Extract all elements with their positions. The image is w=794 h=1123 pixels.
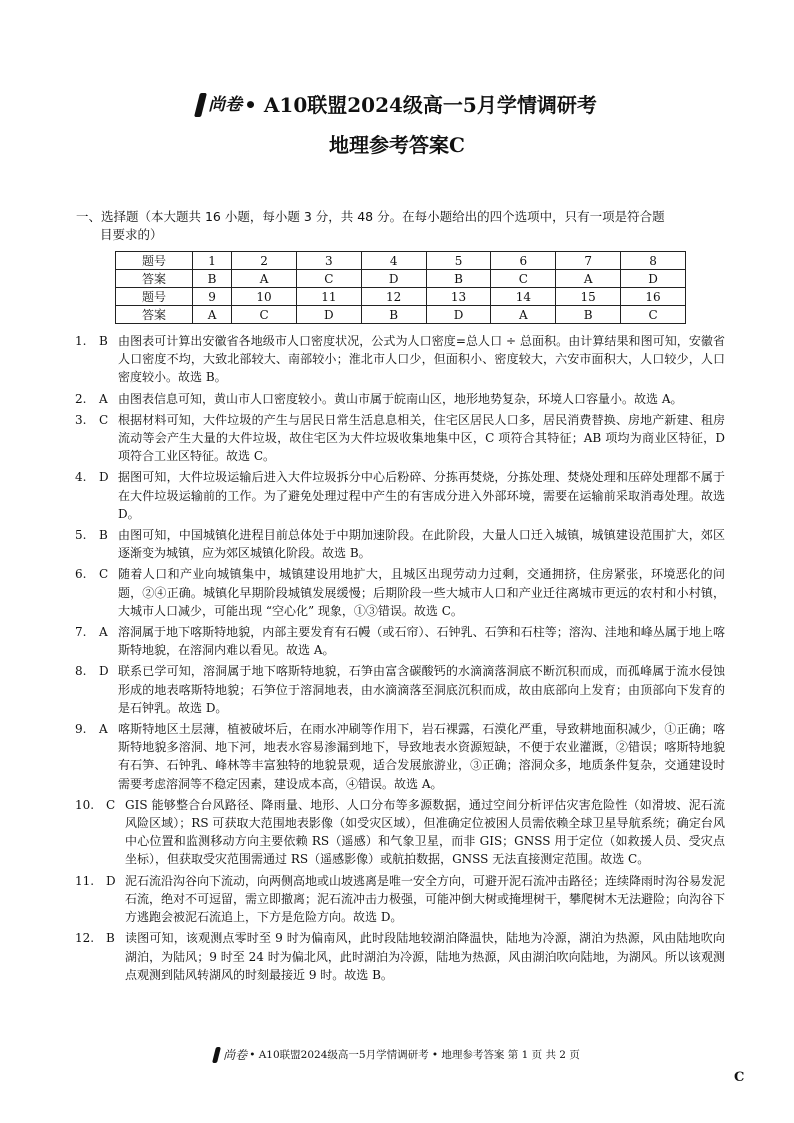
answer-table-cell: 14 [491,288,556,306]
page-footer [0,1046,794,1063]
exam-title-text: • A10联盟2024级高一5月学情调研考 [244,93,597,117]
exam-title [0,90,794,120]
answer-table-cell: B [556,306,621,324]
answer-table-cell: A [232,270,297,288]
footer-logo-mark [212,1047,221,1063]
answer-table-cell: 16 [621,288,686,306]
question-number: 8. [75,664,87,679]
explanation-item [75,872,725,927]
explanation-text: 由图可知，中国城镇化进程目前总体处于中期加速阶段。在此阶段，大量人口迁入城镇，城镇建设范围扩大，郊区逐渐变为城镇，应为郊区城镇化阶段。故选 B。 [118,528,725,561]
question-answer: A [99,625,108,640]
explanation-item [75,332,725,387]
answer-table-cell: B [426,270,491,288]
explanation-item [75,662,725,717]
question-number: 11. [75,873,95,888]
explanation-item [75,623,725,659]
question-number: 12. [75,931,95,946]
question-answer: A [99,391,108,406]
explanation-item [75,468,725,523]
answer-table-cell: 10 [232,288,297,306]
question-answer: C [99,412,109,427]
section-heading-line2: 目要求的） [100,227,163,242]
answer-table-cell: A [556,270,621,288]
answer-table-cell: D [296,306,361,324]
answer-table-cell: 8 [621,252,686,270]
question-number: 6. [75,567,87,582]
question-number: 9. [75,722,87,737]
section-heading-line1: 一、选择题（本大题共 16 小题，每小题 3 分，共 48 分。在每小题给出的四个选项中，只有一项是符合题 [76,209,665,224]
answer-table-row-head: 答案 [116,270,193,288]
brand-logo-text: 尚卷 [208,95,243,115]
answer-table-row [116,270,686,288]
answer-table-cell: B [361,306,426,324]
answer-table-row-head: 题号 [116,288,193,306]
explanation-text: 喀斯特地区土层薄，植被破坏后，在雨水冲刷等作用下，岩石裸露，石漠化严重，导致耕地面积减少，①正确；喀斯特地貌多溶洞、地下河，地表水容易渗漏到地下，导致地表水资源短缺，不便于农业灌溉，②错误；喀斯特地貌有石笋、石钟乳、峰林等丰富独特的地貌景观，适合发展旅游业，③正确；溶洞众多，地质条件复杂，交通建设时需要考虑溶洞等不稳定因素，建设成本高，④错误。故选 A。 [118,722,725,791]
document-header [0,90,794,160]
answer-table-cell: C [621,306,686,324]
question-answer: D [99,470,109,485]
version-corner-label: C [734,1070,745,1085]
answer-table-row-head: 题号 [116,252,193,270]
answer-table-cell: 3 [296,252,361,270]
question-answer: B [99,528,108,543]
question-number: 7. [75,625,87,640]
question-answer: B [99,334,108,348]
answer-table-row-head: 答案 [116,306,193,324]
footer-logo-text: 尚卷 [223,1048,248,1062]
explanation-text: 联系已学可知，溶洞属于地下喀斯特地貌，石笋由富含碳酸钙的水滴滴落洞底不断沉积而成，而孤峰属于流水侵蚀形成的地表喀斯特地貌；石笋位于溶洞地表，由水滴滴落至洞底沉积而成，故由底部向上发育；由顶部向下发育的是石钟乳。故选 D。 [118,664,725,715]
answer-table-cell: D [621,270,686,288]
explanation-text: 泥石流沿沟谷向下流动，向两侧高地或山坡逃离是唯一安全方向，可避开泥石流冲击路径；连续降雨时沟谷易发泥石流，绝对不可逗留，需立即撤离；泥石流冲击力极强，可能冲倒大树或掩埋树干，攀爬树木无法避险；向沟谷下方逃跑会被泥石流追上，下方是危险方向。故选 D。 [125,873,726,925]
answer-table-cell: 12 [361,288,426,306]
explanation-item [75,929,725,984]
explanation-text: 根据材料可知，大件垃圾的产生与居民日常生活息息相关，住宅区居民人口多，居民消费替换、房地产新建、租房流动等会产生大量的大件垃圾，故住宅区为大件垃圾收集地集中区，C 项符合其特征；AB 项均为商业区特征，D 项符合工业区特征。故选 C。 [118,412,725,464]
question-number: 10. [75,797,95,812]
question-number: 3. [75,412,87,427]
question-answer: A [99,722,108,737]
answer-table-cell: 15 [556,288,621,306]
explanation-item [75,796,725,869]
question-number: 1. [75,334,87,348]
explanation-list [75,332,725,987]
answer-table-row [116,252,686,270]
answer-table-cell: 11 [296,288,361,306]
explanation-text: GIS 能够整合台风路径、降雨量、地形、人口分布等多源数据，通过空间分析评估灾害危险性（如滑坡、泥石流风险区域）；RS 可获取大范围地表影像（如受灾区域），但准确定位被困人员需依赖全球卫星导航系统；确定台风中心位置和监测移动方向主要依赖 RS（遥感）和气象卫星，而非 GIS；GNSS 用于定位（如救援人员、受灾点坐标），但获取受灾范围需通过 RS（遥感影像）或航拍数据，GNSS 无法直接测定范围。故选 C。 [125,797,725,867]
answer-table-cell: 6 [491,252,556,270]
question-number: 4. [75,470,87,485]
explanation-text: 由图表信息可知，黄山市人口密度较小。黄山市属于皖南山区，地形地势复杂，环境人口容量小。故选 A。 [118,391,683,406]
answer-table [115,251,686,324]
question-answer: D [106,873,116,888]
answer-table-cell: 7 [556,252,621,270]
question-answer: B [106,931,115,946]
answer-table-cell: 1 [193,252,232,270]
question-answer: C [106,797,116,812]
footer-text: • A10联盟2024级高一5月学情调研考 • 地理参考答案 第 1 页 共 2 页 [249,1049,580,1061]
section-heading [76,208,724,244]
answer-table-cell: B [193,270,232,288]
brand-logo-mark [194,93,207,117]
question-answer: D [99,664,109,679]
explanation-text: 随着人口和产业向城镇集中，城镇建设用地扩大，且城区出现劳动力过剩，交通拥挤，住房紧张，环境恶化的问题，②④正确。城镇化早期阶段城镇发展缓慢；后期阶段一些大城市人口和产业迁往离城市更远的农村和小村镇，大城市人口减少，可能出现 “空心化” 现象，①③错误。故选 C。 [118,567,725,618]
explanation-text: 读图可知，该观测点零时至 9 时为偏南风，此时段陆地较湖泊降温快，陆地为冷源，湖泊为热源，风由陆地吹向湖泊，为陆风；9 时至 24 时为偏北风，此时湖泊为冷源，陆地为热源，风由湖泊吹向陆地，为湖风。所以该观测点观测到陆风转湖风的时刻最接近 9 时。故选 B。 [125,931,725,982]
answer-table-cell: A [193,306,232,324]
answer-key-subtitle: 地理参考答案C [329,133,465,157]
explanation-text: 据图可知，大件垃圾运输后进入大件垃圾拆分中心后粉碎、分拣再焚烧，分拣处理、焚烧处理和压碎处理都不属于在大件垃圾运输前的工作。为了避免处理过程中产生的有害成分进入外部环境，需要在运输前采取消毒处理。故选 D。 [118,470,725,521]
explanation-text: 溶洞属于地下喀斯特地貌，内部主要发育有石幔（或石帘）、石钟乳、石笋和石柱等；溶沟、洼地和峰丛属于地上喀斯特地貌，在溶洞内难以看见。故选 A。 [118,625,725,658]
answer-table-row [116,288,686,306]
answer-table-cell: D [361,270,426,288]
question-number: 2. [75,391,87,406]
answer-table-cell: A [491,306,556,324]
answer-table-row [116,306,686,324]
explanation-item [75,720,725,793]
question-answer: C [99,567,109,582]
answer-table-cell: 2 [232,252,297,270]
explanation-text: 由图表可计算出安徽省各地级市人口密度状况，公式为人口密度=总人口 ÷ 总面积。由计算结果和图可知，安徽省人口密度不均，大致北部较大、南部较小；淮北市人口少，但面积小、密度较大，六安市面积大，人口较少，人口密度较小。故选 B。 [118,334,725,385]
answer-table-cell: C [296,270,361,288]
explanation-item [75,526,725,562]
explanation-item [75,565,725,620]
answer-table-cell: D [426,306,491,324]
answer-table-cell: 9 [193,288,232,306]
answer-table-cell: C [491,270,556,288]
answer-table-cell: C [232,306,297,324]
answer-table-cell: 13 [426,288,491,306]
explanation-item [75,390,725,408]
question-number: 5. [75,528,87,543]
explanation-item [75,411,725,466]
answer-table-cell: 5 [426,252,491,270]
answer-table-cell: 4 [361,252,426,270]
